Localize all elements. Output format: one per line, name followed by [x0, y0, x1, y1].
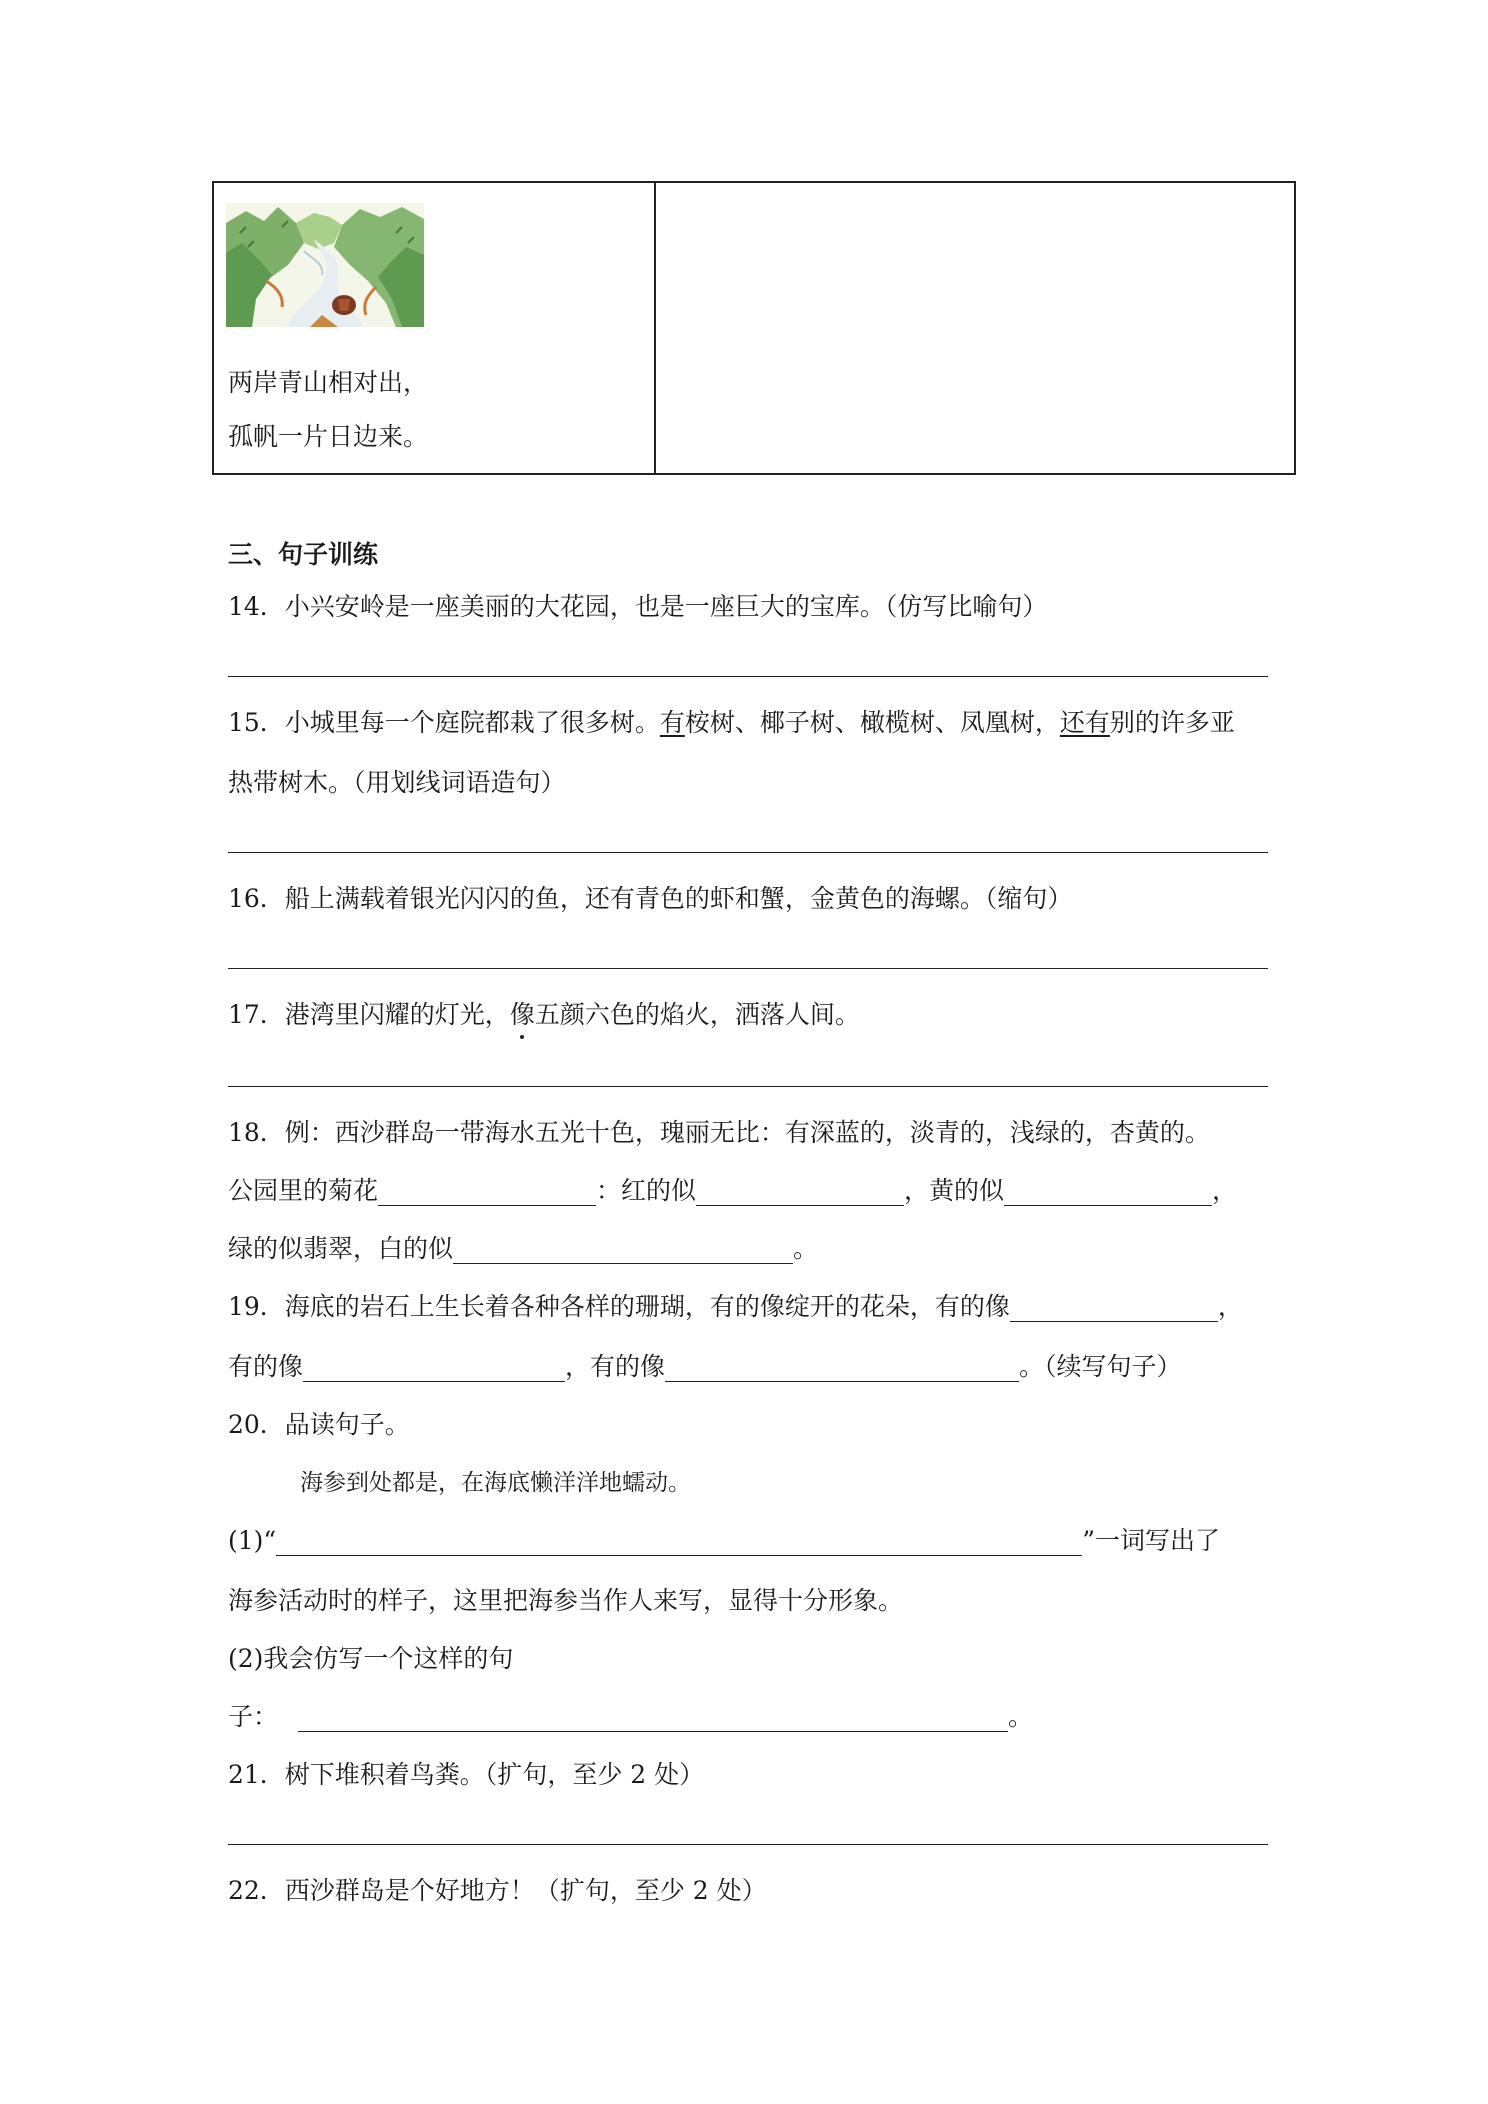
q20-sub-1-close: ”一词写出了 — [1082, 1526, 1220, 1555]
question-20-title: 20．品读句子。 — [228, 1410, 410, 1439]
question-16: 16．船上满载着银光闪闪的鱼，还有青色的虾和蟹，金黄色的海螺。（缩句） — [228, 884, 1073, 913]
q19-blank-1[interactable] — [1010, 1295, 1218, 1322]
question-15-line-1 — [228, 708, 1235, 738]
q18-flowers: 公园里的菊花 — [228, 1176, 379, 1205]
q15-part-2: 桉树、椰子树、橄榄树、凤凰树， — [684, 708, 1060, 737]
q20-quoted-sentence: 海参到处都是，在海底懒洋洋地蠕动。 — [300, 1470, 691, 1496]
question-22: 22．西沙群岛是个好地方！（扩句，至少 2 处） — [228, 1876, 767, 1905]
q18-blank-4[interactable] — [453, 1237, 793, 1264]
question-18-line-3 — [228, 1234, 818, 1264]
q19-part-4: 。（续写句子） — [1019, 1352, 1182, 1381]
q17-part-2: 五颜六色的焰火，洒落人间。 — [534, 1000, 860, 1029]
q15-underlined-word-1: 有 — [659, 708, 685, 737]
q17-part-1: 17．港湾里闪耀的灯光， — [228, 1000, 510, 1029]
q18-yellow: ，黄的似 — [904, 1176, 1005, 1205]
q19-blank-2[interactable] — [303, 1355, 565, 1382]
q20-sub-1-line-2: 海参活动时的样子，这里把海参当作人来写，显得十分形象。 — [228, 1586, 904, 1615]
poem-picture-cell — [214, 183, 656, 473]
question-18-line-1: 18．例：西沙群岛一带海水五光十色，瑰丽无比：有深蓝的，淡青的，浅绿的，杏黄的。 — [228, 1118, 1210, 1147]
landscape-illustration — [226, 203, 424, 327]
q20-sub-2-line-2 — [228, 1702, 1033, 1732]
q18-comma: ， — [1212, 1176, 1238, 1205]
q18-blank-2[interactable] — [696, 1179, 904, 1206]
q19-part-2: 有的像 — [228, 1352, 304, 1381]
answer-line-16[interactable] — [228, 968, 1268, 969]
q20-sub-2-prefix: 子： — [228, 1702, 279, 1731]
q20-sub-1-line-1 — [228, 1526, 1220, 1556]
q19-part-3: ，有的像 — [565, 1352, 666, 1381]
q18-blank-1[interactable] — [378, 1179, 596, 1206]
question-15-line-2: 热带树木。（用划线词语造句） — [228, 768, 566, 797]
q17-dotted-word: 像 — [509, 1000, 535, 1029]
answer-line-21[interactable] — [228, 1844, 1268, 1845]
q15-part-3: 别的许多亚 — [1109, 708, 1235, 737]
question-18-line-2 — [228, 1176, 1237, 1206]
question-17 — [228, 1000, 860, 1030]
q18-period: 。 — [793, 1234, 819, 1263]
q18-green-white: 绿的似翡翠，白的似 — [228, 1234, 454, 1263]
question-14: 14．小兴安岭是一座美丽的大花园，也是一座巨大的宝库。（仿写比喻句） — [228, 592, 1048, 621]
question-19-line-1 — [228, 1292, 1243, 1322]
poem-table — [212, 181, 1296, 475]
poem-line-1: 两岸青山相对出， — [228, 368, 429, 397]
q19-comma: ， — [1217, 1292, 1243, 1321]
q18-blank-3[interactable] — [1004, 1179, 1212, 1206]
q20-sub-2-period: 。 — [1008, 1702, 1034, 1731]
answer-line-15[interactable] — [228, 852, 1268, 853]
question-19-line-2 — [228, 1352, 1182, 1382]
q20-sub-1-open: (1)“ — [228, 1526, 277, 1555]
poem-answer-cell[interactable] — [656, 183, 1294, 473]
q20-blank-1[interactable] — [276, 1529, 1082, 1556]
q18-red: ：红的似 — [596, 1176, 697, 1205]
q15-underlined-word-2: 还有 — [1059, 708, 1110, 737]
section-title: 三、句子训练 — [228, 540, 379, 569]
answer-line-17[interactable] — [228, 1086, 1268, 1087]
question-21: 21．树下堆积着鸟粪。（扩句，至少 2 处） — [228, 1760, 705, 1789]
q19-blank-3[interactable] — [665, 1355, 1019, 1382]
q20-blank-2[interactable] — [298, 1705, 1008, 1732]
q19-part-1: 19．海底的岩石上生长着各种各样的珊瑚，有的像绽开的花朵，有的像 — [228, 1292, 1010, 1321]
poem-line-2: 孤帆一片日边来。 — [228, 422, 429, 451]
q15-part-1: 15．小城里每一个庭院都栽了很多树。 — [228, 708, 660, 737]
q20-sub-2-line-1: (2)我会仿写一个这样的句 — [228, 1644, 514, 1673]
answer-line-14[interactable] — [228, 676, 1268, 677]
